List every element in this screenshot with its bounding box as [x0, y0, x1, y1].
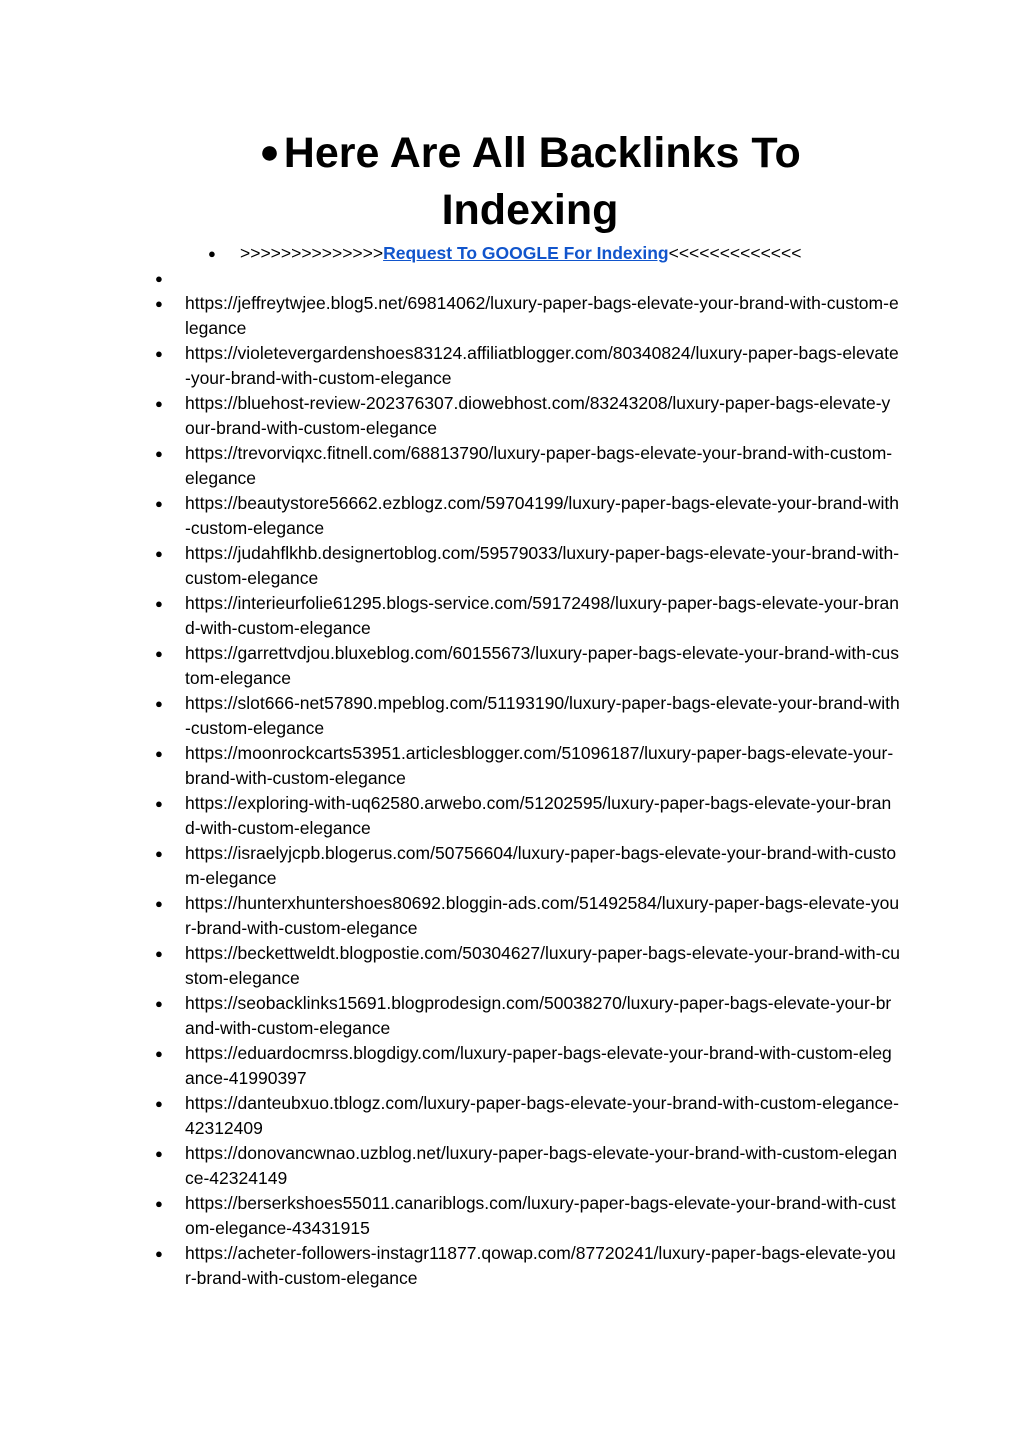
backlink-item	[155, 941, 900, 991]
backlink-item	[155, 591, 900, 641]
backlink-item	[155, 341, 900, 391]
list-bullet-icon: ●	[155, 296, 163, 311]
backlink-url[interactable]: https://bluehost-review-202376307.diowebhost.com/83243208/luxury-paper-bags-elevate-your-brand-with-custom-elegance	[185, 393, 891, 438]
backlink-url[interactable]: https://moonrockcarts53951.articlesblogger.com/51096187/luxury-paper-bags-elevate-your-brand-with-custom-elegance	[185, 743, 894, 788]
request-suffix: <<<<<<<<<<<<<	[668, 243, 802, 263]
list-bullet-icon: ●	[155, 846, 163, 861]
backlink-item	[155, 791, 900, 841]
backlink-url[interactable]: https://judahflkhb.designertoblog.com/59579033/luxury-paper-bags-elevate-your-brand-with-custom-elegance	[185, 543, 900, 588]
backlink-url[interactable]: https://violetevergardenshoes83124.affiliatblogger.com/80340824/luxury-paper-bags-elevate-your-brand-with-custom-elegance	[185, 343, 899, 388]
backlink-item	[155, 1091, 900, 1141]
backlink-list	[155, 266, 900, 1291]
list-bullet-icon: ●	[155, 1246, 163, 1261]
backlink-item	[155, 1241, 900, 1291]
list-bullet-icon: ●	[155, 496, 163, 511]
list-bullet-icon: ●	[155, 596, 163, 611]
backlink-url[interactable]: https://seobacklinks15691.blogprodesign.com/50038270/luxury-paper-bags-elevate-your-brand-with-custom-elegance	[185, 993, 892, 1038]
list-bullet-icon: ●	[155, 346, 163, 361]
list-bullet-icon: ●	[155, 1046, 163, 1061]
backlink-url[interactable]: https://jeffreytwjee.blog5.net/69814062/luxury-paper-bags-elevate-your-brand-with-custom-elegance	[185, 293, 899, 338]
list-bullet-icon: ●	[155, 1146, 163, 1161]
list-bullet-icon: ●	[155, 1096, 163, 1111]
backlink-url[interactable]: https://acheter-followers-instagr11877.qowap.com/87720241/luxury-paper-bags-elevate-your-brand-with-custom-elegance	[185, 1243, 896, 1288]
backlink-item	[155, 691, 900, 741]
backlink-item	[155, 291, 900, 341]
backlink-url[interactable]: https://donovancwnao.uzblog.net/luxury-paper-bags-elevate-your-brand-with-custom-elegance-42324149	[185, 1143, 898, 1188]
backlink-item	[155, 1041, 900, 1091]
list-bullet-icon: ●	[155, 446, 163, 461]
page-title-text: Here Are All Backlinks To Indexing	[283, 129, 801, 234]
request-bullet-icon: ●	[208, 246, 216, 261]
backlink-url[interactable]: https://interieurfolie61295.blogs-service.com/59172498/luxury-paper-bags-elevate-your-brand-with-custom-elegance	[185, 593, 900, 638]
backlink-item	[155, 441, 900, 491]
backlink-item	[155, 391, 900, 441]
request-prefix: >>>>>>>>>>>>>>	[240, 243, 384, 263]
backlink-item	[155, 841, 900, 891]
backlink-item	[155, 641, 900, 691]
list-bullet-icon: ●	[155, 796, 163, 811]
empty-list-item	[155, 266, 900, 291]
backlink-url[interactable]: https://beckettweldt.blogpostie.com/50304627/luxury-paper-bags-elevate-your-brand-with-custom-elegance	[185, 943, 900, 988]
backlink-item	[155, 541, 900, 591]
backlink-url[interactable]: https://berserkshoes55011.canariblogs.com/luxury-paper-bags-elevate-your-brand-with-custom-elegance-43431915	[185, 1193, 896, 1238]
title-bullet-icon: ●	[259, 133, 280, 171]
backlink-url[interactable]: https://hunterxhuntershoes80692.bloggin-ads.com/51492584/luxury-paper-bags-elevate-your-brand-with-custom-elegance	[185, 893, 900, 938]
backlink-url[interactable]: https://exploring-with-uq62580.arwebo.com/51202595/luxury-paper-bags-elevate-your-brand-with-custom-elegance	[185, 793, 892, 838]
backlink-url[interactable]: https://danteubxuo.tblogz.com/luxury-paper-bags-elevate-your-brand-with-custom-elegance-42312409	[185, 1093, 899, 1138]
page-title	[200, 124, 860, 239]
backlink-item	[155, 1191, 900, 1241]
list-bullet-icon: ●	[155, 996, 163, 1011]
list-bullet-icon: ●	[155, 1196, 163, 1211]
list-bullet-icon: ●	[155, 746, 163, 761]
backlink-item	[155, 741, 900, 791]
backlink-item	[155, 891, 900, 941]
backlink-url[interactable]: https://israelyjcpb.blogerus.com/50756604/luxury-paper-bags-elevate-your-brand-with-custom-elegance	[185, 843, 897, 888]
backlink-url[interactable]: https://slot666-net57890.mpeblog.com/51193190/luxury-paper-bags-elevate-your-brand-with-custom-elegance	[185, 693, 900, 738]
backlink-url[interactable]: https://beautystore56662.ezblogz.com/59704199/luxury-paper-bags-elevate-your-brand-with-custom-elegance	[185, 493, 900, 538]
list-bullet-icon: ●	[155, 946, 163, 961]
backlink-item	[155, 1141, 900, 1191]
request-indexing-line	[208, 242, 801, 265]
list-bullet-icon: ●	[155, 896, 163, 911]
list-bullet-icon: ●	[155, 696, 163, 711]
backlink-url[interactable]: https://trevorviqxc.fitnell.com/68813790/luxury-paper-bags-elevate-your-brand-with-custom-elegance	[185, 443, 893, 488]
backlink-url[interactable]: https://eduardocmrss.blogdigy.com/luxury-paper-bags-elevate-your-brand-with-custom-elegance-41990397	[185, 1043, 892, 1088]
backlink-item	[155, 491, 900, 541]
request-indexing-link[interactable]: Request To GOOGLE For Indexing	[383, 243, 669, 263]
list-bullet-icon: ●	[155, 646, 163, 661]
list-bullet-icon: ●	[155, 396, 163, 411]
list-bullet-icon: ●	[155, 546, 163, 561]
backlink-item	[155, 991, 900, 1041]
backlink-url[interactable]: https://garrettvdjou.bluxeblog.com/60155673/luxury-paper-bags-elevate-your-brand-with-custom-elegance	[185, 643, 899, 688]
list-bullet-icon: ●	[155, 271, 163, 286]
